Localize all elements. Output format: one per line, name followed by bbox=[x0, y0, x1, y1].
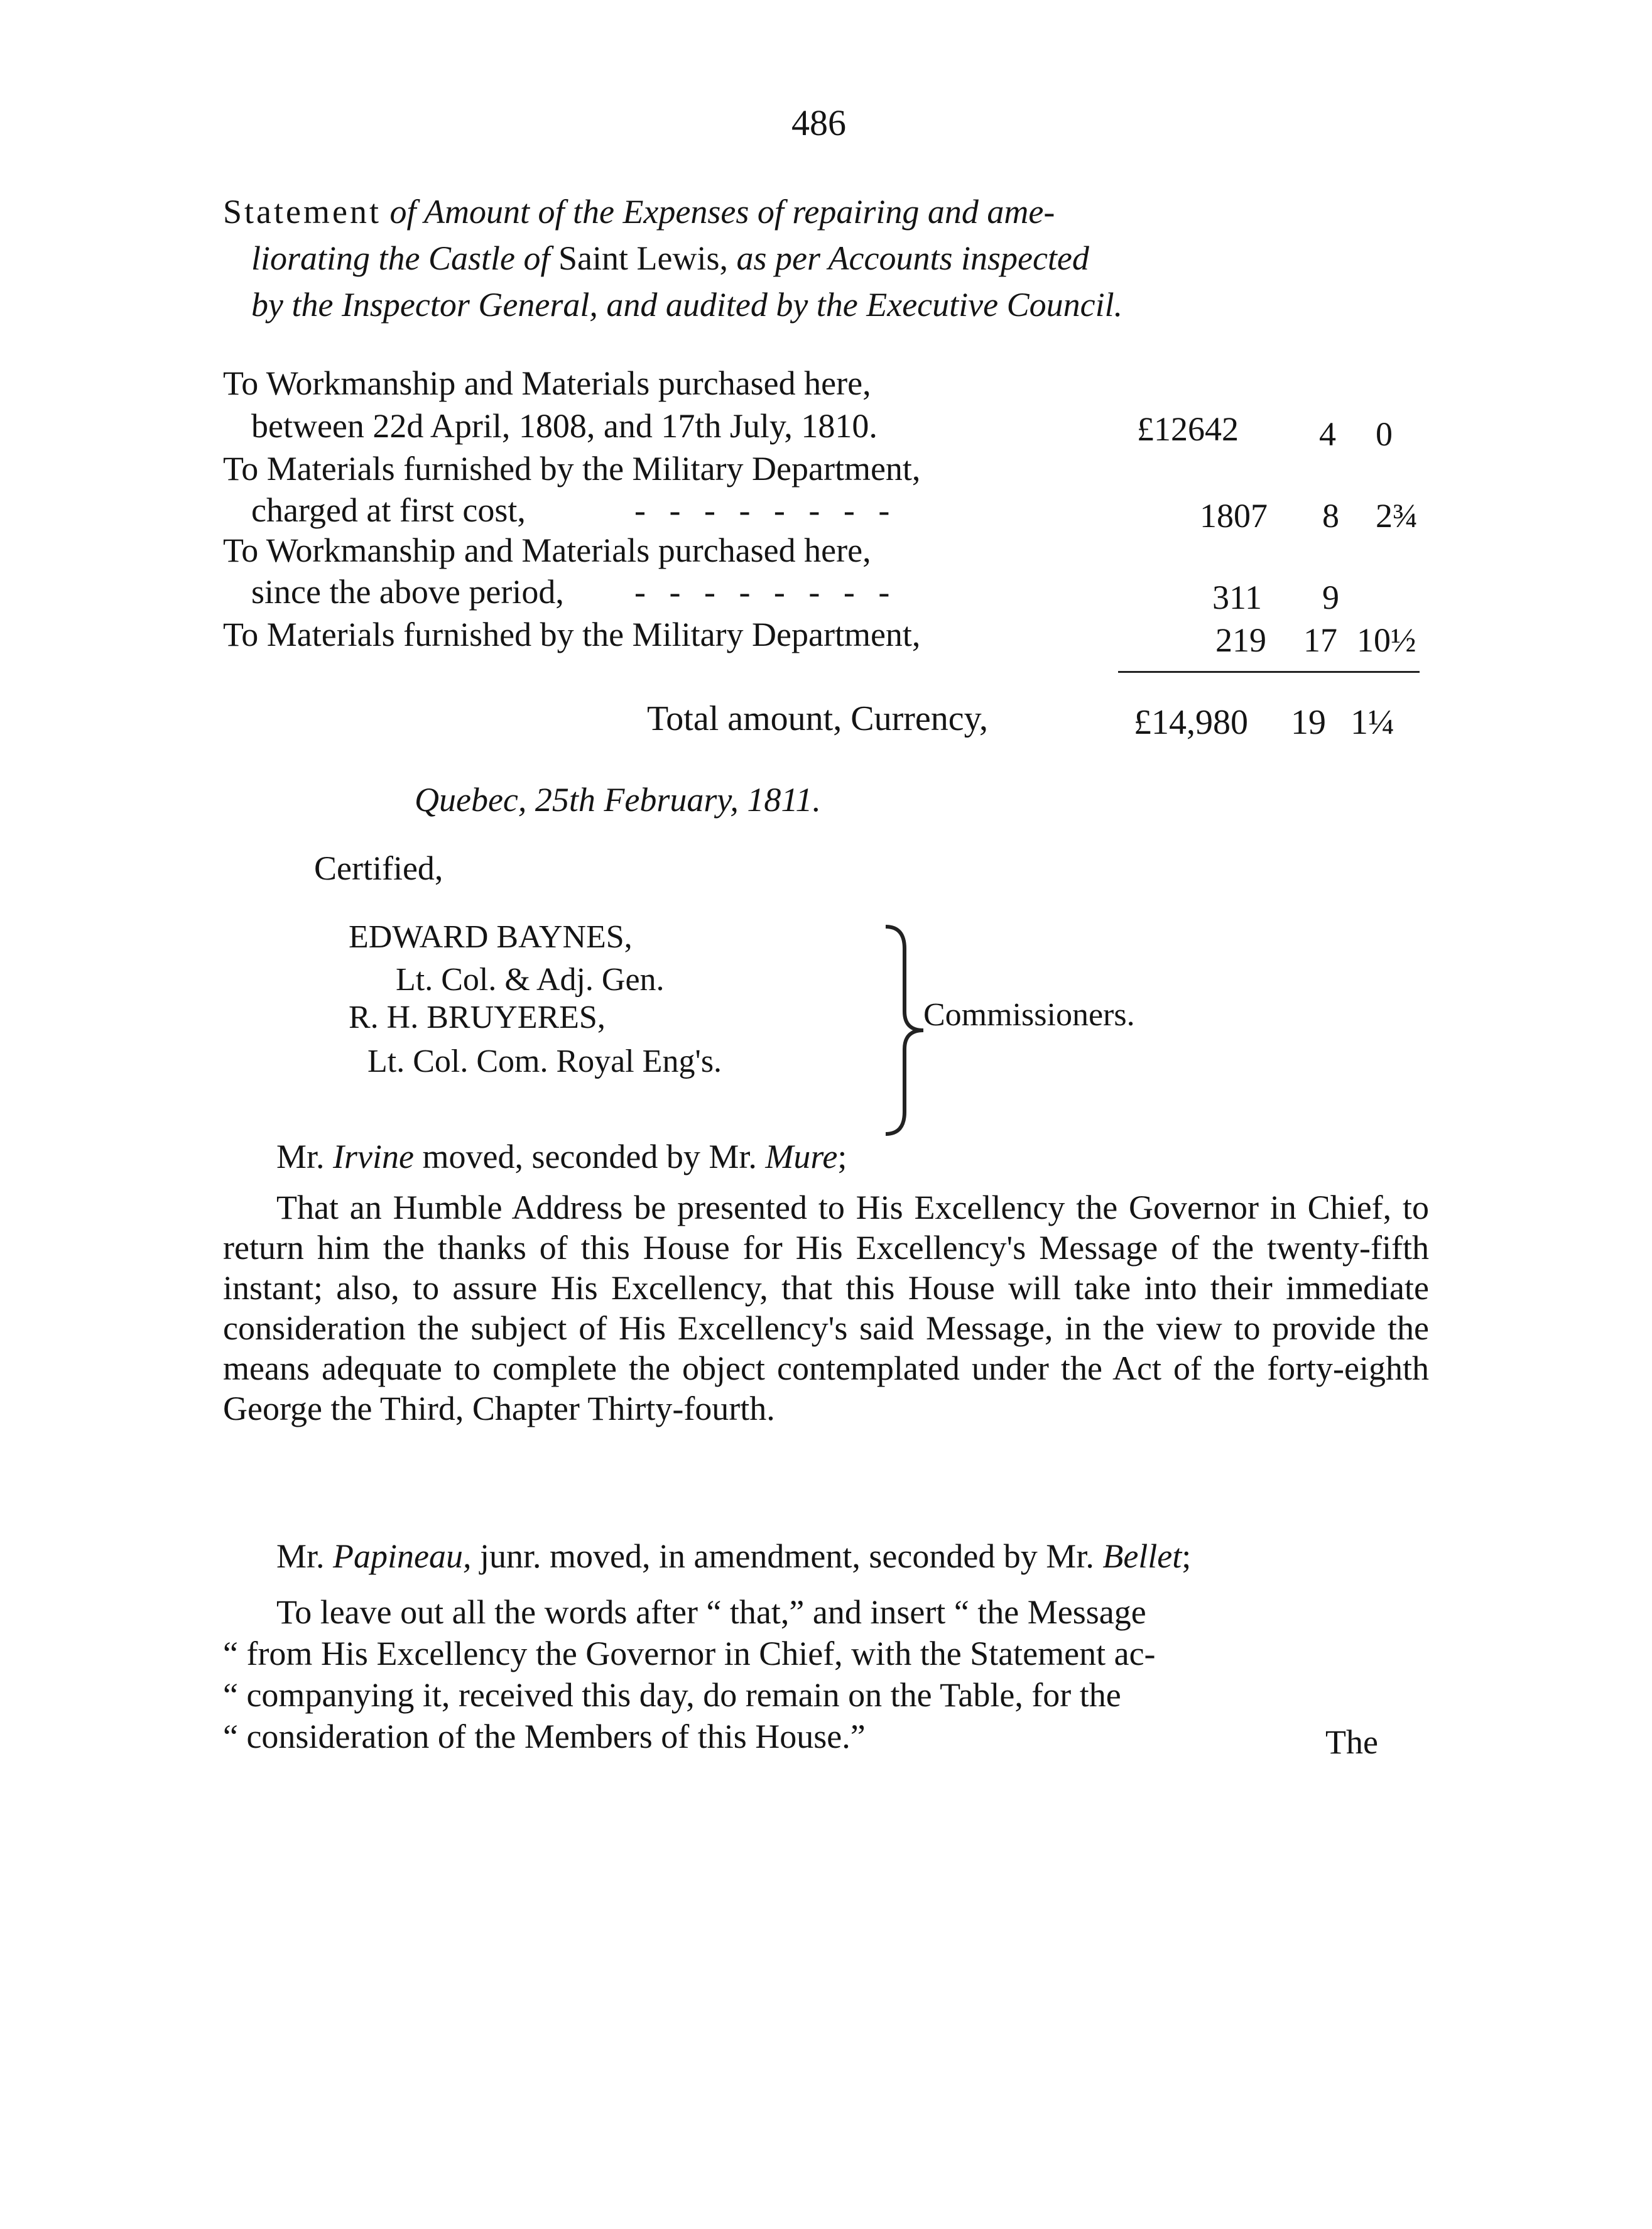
statement-heading-line-1 bbox=[223, 188, 1454, 235]
amendment-line-4: “ consideration of the Members of this House.” bbox=[223, 1718, 866, 1755]
entry-1-line-2: between 22d April, 1808, and 17th July, 1810. bbox=[251, 407, 878, 445]
entry-2-pence: 2¾ bbox=[1376, 497, 1418, 535]
page-number: 486 bbox=[791, 102, 846, 143]
heading-line3: by the Inspector General, and audited by the Executive Council. bbox=[251, 286, 1123, 324]
total-rule bbox=[1118, 671, 1420, 673]
motion-2 bbox=[276, 1537, 1191, 1576]
entry-4-line-1: To Materials furnished by the Military Department, bbox=[223, 616, 921, 653]
entry-3-shillings: 9 bbox=[1322, 579, 1339, 616]
motion-2-mover: Papineau, bbox=[333, 1537, 472, 1575]
total-pence: 1¼ bbox=[1350, 703, 1394, 742]
brace-icon bbox=[879, 924, 930, 1137]
motion-1-mid: moved, seconded by Mr. bbox=[413, 1138, 766, 1175]
amendment-line-3: “ companying it, received this day, do remain on the Table, for the bbox=[223, 1676, 1121, 1714]
commissioners-label: Commissioners. bbox=[923, 997, 1135, 1033]
entry-1-pounds: £12642 bbox=[1137, 410, 1239, 448]
motion-1-mover: Irvine bbox=[333, 1138, 414, 1175]
motion-1-post: ; bbox=[837, 1138, 847, 1175]
heading-line1-rest: of Amount of the Expenses of repairing and ame- bbox=[381, 193, 1055, 231]
total-shillings: 19 bbox=[1291, 703, 1326, 742]
heading-line2-c: as per Accounts inspected bbox=[728, 239, 1089, 277]
heading-line2-b: Saint Lewis, bbox=[558, 239, 728, 277]
address-paragraph: That an Humble Address be presented to His Excellency the Governor in Chief, to return him the thanks of this House for His Excellency's Message of the twenty-fifth instant; also, to assure His Excellency, that this House will take into their immediate consideration the subject of His Excellency's said Message, in the view to provide the means adequate to complete the object contemplated under the Act of the forty-eighth George the Third, Chapter Thirty-fourth. bbox=[223, 1189, 1429, 1427]
motion-1 bbox=[276, 1137, 847, 1176]
signatory-1-title: Lt. Col. & Adj. Gen. bbox=[396, 962, 665, 998]
statement-heading-line-2 bbox=[251, 235, 1482, 281]
total-pounds: £14,980 bbox=[1134, 703, 1248, 742]
amendment-line-1: To leave out all the words after “ that,” and insert “ the Message bbox=[276, 1593, 1146, 1631]
entry-1-shillings: 4 bbox=[1319, 415, 1336, 453]
motion-2-pre: Mr. bbox=[276, 1537, 334, 1575]
entry-3-line-1: To Workmanship and Materials purchased here, bbox=[223, 531, 871, 569]
entry-2-leader-dashes: - - - - - - - - bbox=[634, 491, 898, 529]
motion-2-post: ; bbox=[1182, 1537, 1192, 1575]
motion-1-seconder: Mure bbox=[765, 1138, 838, 1175]
signatory-2-title: Lt. Col. Com. Royal Eng's. bbox=[367, 1044, 722, 1079]
catchword: The bbox=[1325, 1723, 1378, 1761]
place-and-date: Quebec, 25th February, 1811. bbox=[415, 781, 821, 819]
entry-3-line-2: since the above period, bbox=[251, 573, 564, 611]
entry-2-pounds: 1807 bbox=[1200, 497, 1268, 535]
motion-2-seconder: Bellet bbox=[1102, 1537, 1182, 1575]
entry-3-pounds: 311 bbox=[1212, 579, 1262, 616]
total-label: Total amount, Currency, bbox=[647, 699, 988, 738]
entry-1-pence: 0 bbox=[1376, 415, 1393, 453]
entry-4-shillings: 17 bbox=[1303, 621, 1337, 659]
statement-word: Statement bbox=[223, 193, 381, 231]
signatory-2-name: R. H. BRUYERES, bbox=[349, 1000, 606, 1035]
entry-4-pence: 10½ bbox=[1357, 621, 1416, 659]
entry-3-leader-dashes: - - - - - - - - bbox=[634, 573, 898, 611]
entry-2-line-2: charged at first cost, bbox=[251, 491, 526, 529]
signatory-1-name: EDWARD BAYNES, bbox=[349, 919, 633, 955]
motion-2-mid: junr. moved, in amendment, seconded by Mr. bbox=[471, 1537, 1103, 1575]
motion-1-pre: Mr. bbox=[276, 1138, 334, 1175]
entry-2-shillings: 8 bbox=[1322, 497, 1339, 535]
entry-2-line-1: To Materials furnished by the Military Department, bbox=[223, 450, 921, 488]
entry-1-line-1: To Workmanship and Materials purchased here, bbox=[223, 364, 871, 402]
amendment-line-2: “ from His Excellency the Governor in Chief, with the Statement ac- bbox=[223, 1635, 1156, 1672]
heading-line2-a: liorating the Castle of bbox=[251, 239, 559, 277]
entry-4-pounds: 219 bbox=[1215, 621, 1266, 659]
statement-heading-line-3 bbox=[251, 281, 1482, 328]
certified-label: Certified, bbox=[314, 849, 443, 887]
